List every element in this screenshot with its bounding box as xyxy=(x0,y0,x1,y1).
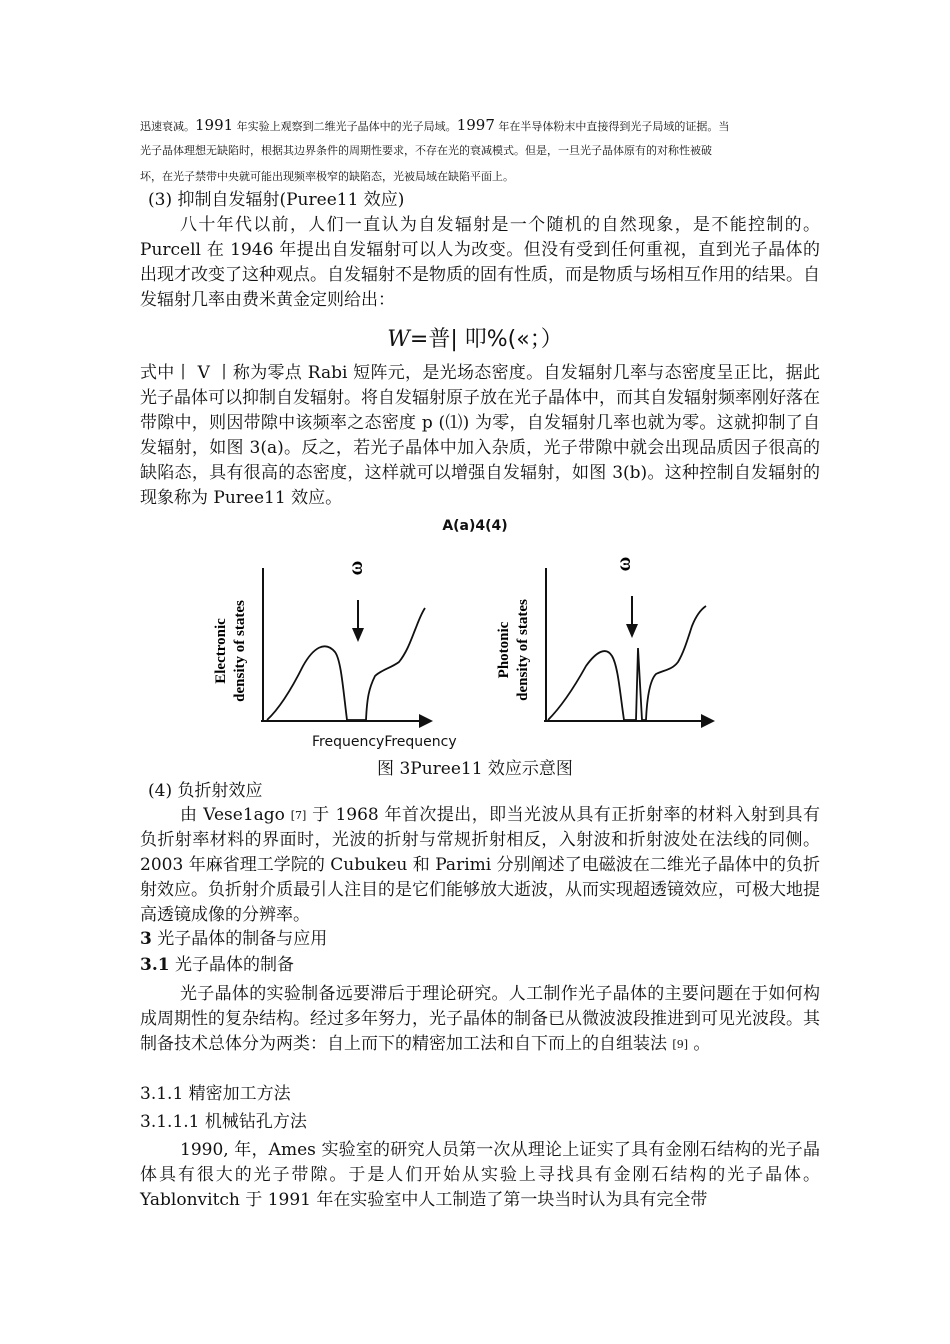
right-omega-symbol: ω xyxy=(613,556,635,572)
figure-3-right-panel xyxy=(480,548,730,738)
section-3-1-paragraph xyxy=(140,982,820,1057)
section-4-heading: (4) 负折射效应 xyxy=(148,781,263,801)
left-panel-electronic-dos xyxy=(213,561,433,728)
section-4-text: 由 Vese1ago xyxy=(180,805,291,825)
electronic-dos-curve xyxy=(267,608,425,720)
left-x-axis-arrow xyxy=(419,714,433,728)
left-ylabel-line-2: density of states xyxy=(232,600,248,702)
section-3-paragraph-2: 式中丨 V 丨称为零点 Rabi 短阵元，是光场态密度。自发辐射几率与态密度呈正比，据此光子晶体可以抑制自发辐射。将自发辐射原子放在光子晶体中，而其自发辐射频率刚好落在带隙中，则因带隙中该频率之态密度 p (⑴) 为零，自发辐射几率也就为零。这就抑制了自发辐射，如图 3(a)。反之，若光子晶体中加入杂质，光子带隙中就会出现品质因子很高的缺陷态，具有很高的态密度，这样就可以增强自发辐射，如图 3(b)。这种控制自发辐射的现象称为 Puree11 效应。 xyxy=(140,363,820,508)
right-x-axis-arrow xyxy=(701,714,715,728)
fermi-golden-rule-formula xyxy=(0,322,950,353)
chapter-3-heading xyxy=(140,927,327,951)
section-4-paragraph xyxy=(140,803,820,928)
right-omega-arrow-head xyxy=(626,624,638,638)
section-3-heading: (3) 抑制自发辐射(Puree11 效应) xyxy=(148,190,405,210)
intro-text: 迅速衰减。 xyxy=(140,120,195,133)
section-title: 光子晶体的制备 xyxy=(169,955,294,975)
intro-line-1 xyxy=(140,112,820,140)
formula-variable: W xyxy=(387,327,410,352)
intro-line-2: 光子晶体理想无缺陷时，根据其边界条件的周期性要求，不存在光的衰减模式。但是，一旦光子晶体原有的对称性被破 xyxy=(140,144,712,157)
section-3-1-1-1-paragraph: 1990, 年，Ames 实验室的研究人员第一次从理论上证实了具有金刚石结构的光子晶体具有很大的光子带隙。于是人们开始从实验上寻找具有金刚石结构的光子晶体。Yablonvitch 于 1991 年在实验室中人工制造了第一块当时认为具有完全带 xyxy=(140,1140,820,1210)
figure-3-purcell-effect xyxy=(195,548,455,738)
intro-text: 年实验上观察到二维光子晶体中的光子局域。 xyxy=(233,120,457,133)
photonic-dos-curve xyxy=(548,606,706,720)
figure-x-axis-label: FrequencyFrequency xyxy=(312,734,457,750)
intro-year-1997: 1997 xyxy=(456,116,495,134)
chapter-title: 光子晶体的制备与应用 xyxy=(151,929,328,949)
right-panel-photonic-dos xyxy=(496,557,715,728)
section-3-1-heading xyxy=(140,953,294,977)
chapter-number: 3 xyxy=(140,929,152,949)
left-ylabel-line-1: Electronic xyxy=(213,618,229,684)
figure-label: A(a)4(4) xyxy=(442,518,508,534)
left-omega-arrow-head xyxy=(352,628,364,642)
section-3-paragraph-1: 八十年代以前，人们一直认为自发辐射是一个随机的自然现象，是不能控制的。Purcell 在 1946 年提出自发辐射可以人为改变。但没有受到任何重视，直到光子晶体的出现才改变了这种观点。自发辐射不是物质的固有性质，而是物质与场相互作用的结果。自发辐射几率由费米黄金定则给出： xyxy=(140,215,820,310)
intro-year-1991: 1991 xyxy=(195,116,234,134)
section-4-text: 于 1968 年首次提出，即当光波从具有正折射率的材料入射到具有负折射率材料的界面时，光波的折射与常规折射相反，入射波和折射波处在法线的同侧。2003 年麻省理工学院的 Cubukeu 和 Parimi 分别阐述了电磁波在二维光子晶体中的负折射效应。负折射介质最引人注目的是它们能够放大逝波，从而实现超透镜效应，可极大地提高透镜成像的分辨率。 xyxy=(140,805,820,925)
figure-caption: 图 3Puree11 效应示意图 xyxy=(377,759,573,779)
section-3-1-text: 光子晶体的实验制备远要滞后于理论研究。人工制作光子晶体的主要问题在于如何构成周期性的复杂结构。经过多年努力，光子晶体的制备已从微波波段推进到可见光波段。其制备技术总体分为两类：自上而下的精密加工法和自下而上的自组装法 xyxy=(140,984,820,1054)
formula-body: =普| 叩%(«；） xyxy=(409,327,563,352)
section-3-1-1-heading: 3.1.1 精密加工方法 xyxy=(140,1084,291,1104)
right-ylabel-line-2: density of states xyxy=(515,599,531,701)
section-3-1-text: 。 xyxy=(688,1034,711,1054)
intro-line-3: 坏，在光子禁带中央就可能出现频率极窄的缺陷态，光被局域在缺陷平面上。 xyxy=(140,170,514,183)
section-3-1-1-1-heading: 3.1.1.1 机械钻孔方法 xyxy=(140,1112,307,1132)
right-ylabel-line-1: Photonic xyxy=(496,621,512,679)
citation-9: [9] xyxy=(672,1038,688,1051)
intro-text: 年在半导体粉末中直接得到光子局域的证据。当 xyxy=(494,120,730,133)
left-omega-symbol: ω xyxy=(345,560,367,576)
citation-7: [7] xyxy=(290,809,307,822)
section-number: 3.1 xyxy=(140,955,170,975)
